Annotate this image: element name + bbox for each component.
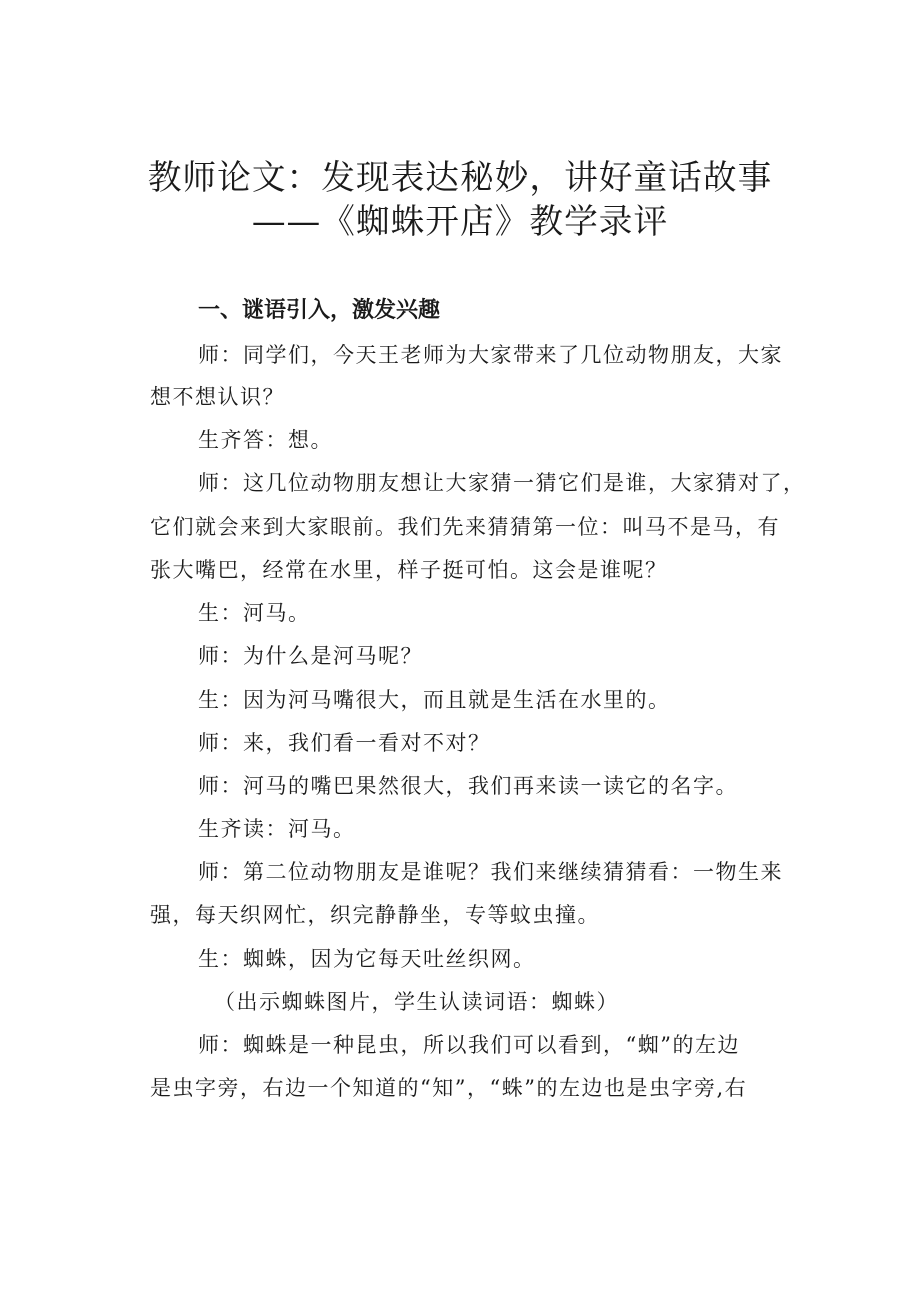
document-title-line-1: 教师论文：发现表达秘妙，讲好童话故事 (147, 158, 773, 198)
paragraph-line: 它们就会来到大家眼前。我们先来猜猜第一位：叫马不是马，有 (150, 515, 780, 539)
paragraph-line: 师：来，我们看一看对不对？ (198, 731, 491, 755)
paragraph-line: 师：为什么是河马呢？ (198, 644, 423, 668)
paragraph-line: 生齐读：河马。 (198, 817, 356, 841)
paragraph-line: 生：蜘蛛，因为它每天吐丝织网。 (198, 947, 536, 971)
paragraph-line: 生齐答：想。 (198, 428, 333, 452)
paragraph-line: 师：第二位动物朋友是谁呢？我们来继续猜猜看：一物生来 (198, 860, 783, 884)
paragraph-line: （出示蜘蛛图片，学生认读词语：蜘蛛） (214, 990, 619, 1014)
paragraph-line: 生：因为河马嘴很大，而且就是生活在水里的。 (198, 688, 671, 712)
document-title-line-2: ——《蜘蛛开店》教学录评 (251, 202, 669, 242)
paragraph-line: 想不想认识？ (150, 385, 285, 409)
paragraph-line: 师：这几位动物朋友想让大家猜一猜它们是谁，大家猜对了， (198, 471, 806, 495)
paragraph-line: 生：河马。 (198, 601, 311, 625)
paragraph-line: 师：同学们，今天王老师为大家带来了几位动物朋友，大家 (198, 343, 783, 367)
paragraph-line: 师：河马的嘴巴果然很大，我们再来读一读它的名字。 (198, 774, 738, 798)
paragraph-line: 强，每天织网忙，织完静静坐，专等蚊虫撞。 (150, 903, 600, 927)
paragraph-line: 张大嘴巴，经常在水里，样子挺可怕。这会是谁呢？ (150, 558, 668, 582)
section-heading: 一、谜语引入，激发兴趣 (198, 298, 441, 323)
paragraph-line: 师：蜘蛛是一种昆虫，所以我们可以看到，“蜘”的左边 (198, 1033, 740, 1057)
paragraph-line: 是虫字旁，右边一个知道的“知”，“蛛”的左边也是虫字旁,右 (150, 1076, 748, 1100)
